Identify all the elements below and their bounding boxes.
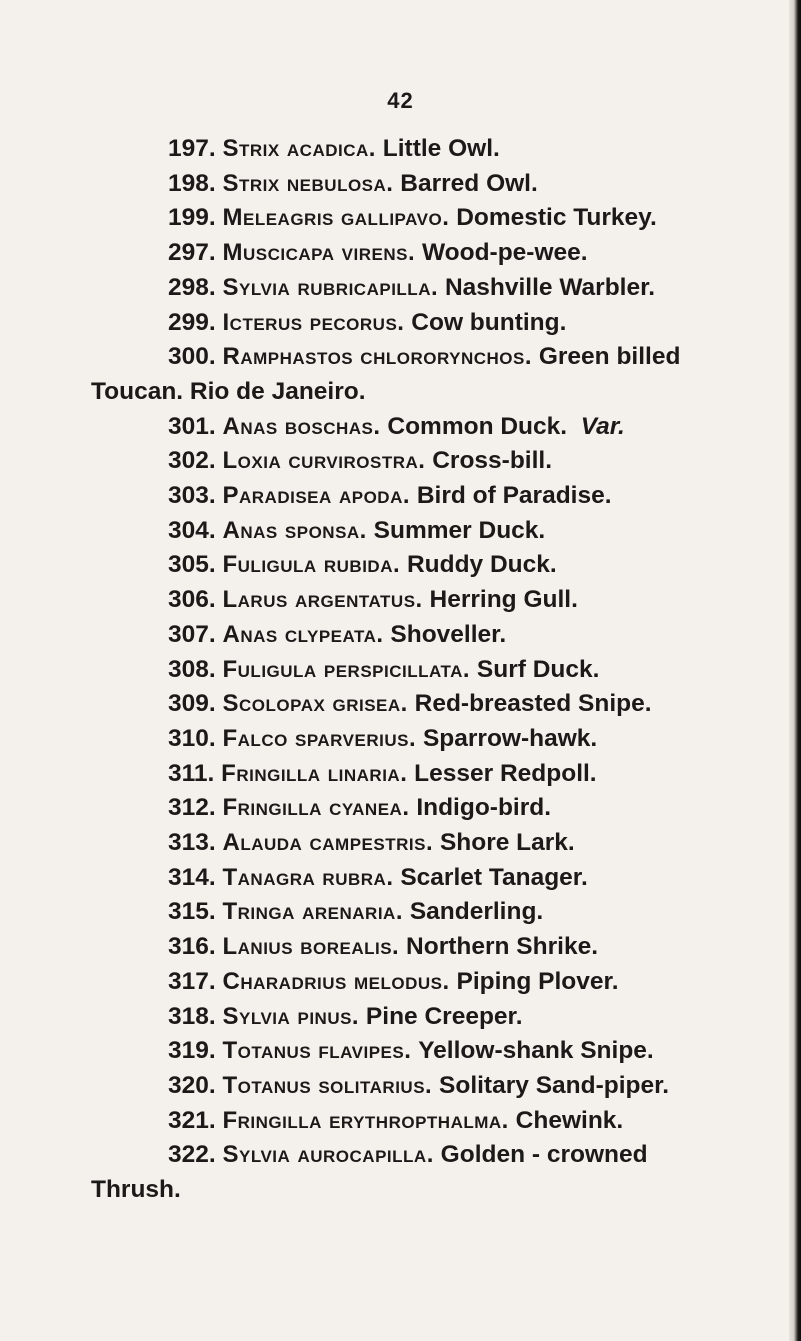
catalogue-entry — [168, 583, 753, 618]
catalogue-entry — [168, 757, 753, 792]
catalogue-entry — [168, 791, 753, 826]
entry-common-name: Shore Lark. — [439, 829, 575, 857]
entry-latin-name: Larus argentatus. — [222, 586, 423, 614]
entry-common-name: Common Duck. — [387, 412, 568, 440]
catalogue-entry — [168, 861, 753, 896]
catalogue-entries — [91, 132, 753, 1208]
catalogue-entry — [168, 306, 753, 341]
catalogue-entry — [168, 1069, 753, 1104]
entry-number: 308. — [168, 655, 216, 683]
entry-latin-name: Fringilla erythropthalma. — [222, 1106, 509, 1134]
entry-number: 309. — [168, 690, 216, 718]
entry-number: 198. — [168, 169, 216, 197]
catalogue-entry — [168, 132, 753, 167]
entry-number: 299. — [168, 308, 216, 336]
catalogue-entry — [168, 1104, 753, 1139]
entry-latin-name: Tanagra rubra. — [222, 863, 394, 891]
entry-number: 197. — [168, 135, 216, 162]
entry-common-name: Nashville Warbler. — [444, 273, 656, 301]
entry-common-name: Little Owl. — [382, 135, 500, 162]
catalogue-entry — [168, 479, 753, 514]
catalogue-entry — [168, 514, 753, 549]
page-edge-shadow — [789, 0, 801, 1341]
catalogue-entry — [168, 201, 753, 236]
entry-latin-name: Anas boschas. — [222, 412, 381, 440]
entry-continuation: Toucan. Rio de Janeiro. — [91, 377, 366, 405]
catalogue-entry — [91, 340, 753, 409]
entry-latin-name: Ramphastos chlororynchos. — [222, 343, 533, 371]
catalogue-entry — [168, 722, 753, 757]
page-number: 42 — [387, 88, 414, 113]
entry-latin-name: Loxia curvirostra. — [222, 447, 426, 475]
entry-latin-name: Totanus solitarius. — [222, 1071, 433, 1099]
entry-number: 297. — [168, 239, 216, 267]
catalogue-entry — [168, 687, 753, 722]
catalogue-entry — [168, 548, 753, 583]
entry-latin-name: Totanus flavipes. — [222, 1037, 412, 1065]
entry-common-name: Lesser Redpoll. — [414, 759, 597, 787]
entry-common-name: Surf Duck. — [476, 655, 600, 683]
entry-number: 319. — [168, 1037, 216, 1065]
entry-common-name: Green billed — [538, 343, 681, 371]
entry-common-name: Sanderling. — [409, 898, 544, 926]
entry-latin-name: Charadrius melodus. — [222, 967, 450, 995]
entry-common-name: Yellow-shank Snipe. — [418, 1037, 654, 1065]
entry-number: 314. — [168, 863, 216, 891]
entry-latin-name: Paradisea apoda. — [222, 482, 411, 510]
entry-common-name: Domestic Turkey. — [456, 204, 657, 232]
entry-common-name: Ruddy Duck. — [406, 551, 557, 579]
entry-common-name: Red-breasted Snipe. — [414, 690, 652, 718]
entry-number: 303. — [168, 482, 216, 510]
entry-number: 313. — [168, 829, 216, 857]
entry-number: 305. — [168, 551, 216, 579]
entry-common-name: Summer Duck. — [373, 516, 546, 544]
catalogue-entry — [168, 653, 753, 688]
entry-common-name: Golden - crowned — [440, 1141, 648, 1169]
catalogue-entry — [168, 1034, 753, 1069]
entry-common-name: Pine Creeper. — [365, 1002, 523, 1030]
entry-latin-name: Alauda campestris. — [222, 829, 434, 857]
entry-latin-name: Anas sponsa. — [222, 516, 367, 544]
entry-latin-name: Scolopax grisea. — [222, 690, 408, 718]
entry-number: 315. — [168, 898, 216, 926]
entry-latin-name: Strix acadica. — [222, 135, 376, 162]
catalogue-entry — [168, 236, 753, 271]
entry-number: 302. — [168, 447, 216, 475]
entry-latin-name: Anas clypeata. — [222, 620, 384, 648]
entry-common-name: Bird of Paradise. — [416, 482, 612, 510]
entry-latin-name: Fringilla linaria. — [221, 759, 408, 787]
entry-common-name: Herring Gull. — [429, 586, 578, 614]
entry-common-name: Cross-bill. — [432, 447, 553, 475]
entry-number: 199. — [168, 204, 216, 232]
entry-variety-note: Var. — [580, 412, 625, 440]
catalogue-entry — [168, 618, 753, 653]
entry-number: 318. — [168, 1002, 216, 1030]
catalogue-entry — [168, 895, 753, 930]
entry-latin-name: Fuligula perspicillata. — [222, 655, 471, 683]
entry-latin-name: Strix nebulosa. — [222, 169, 394, 197]
catalogue-entry — [168, 271, 753, 306]
entry-number: 316. — [168, 933, 216, 961]
entry-latin-name: Sylvia aurocapilla. — [222, 1141, 434, 1169]
entry-number: 321. — [168, 1106, 216, 1134]
entry-number: 312. — [168, 794, 216, 822]
catalogue-entry — [91, 1138, 753, 1207]
entry-continuation: Thrush. — [91, 1176, 181, 1204]
entry-number: 301. — [168, 412, 216, 440]
entry-latin-name: Sylvia rubricapilla. — [222, 273, 439, 301]
entry-number: 304. — [168, 516, 216, 544]
catalogue-entry — [168, 444, 753, 479]
entry-latin-name: Lanius borealis. — [222, 933, 400, 961]
catalogue-entry — [168, 1000, 753, 1035]
entry-latin-name: Icterus pecorus. — [222, 308, 405, 336]
entry-latin-name: Fuligula rubida. — [222, 551, 401, 579]
entry-latin-name: Meleagris gallipavo. — [222, 204, 450, 232]
entry-number: 317. — [168, 967, 216, 995]
entry-common-name: Shoveller. — [390, 620, 507, 648]
entry-latin-name: Fringilla cyanea. — [222, 794, 410, 822]
entry-number: 320. — [168, 1071, 216, 1099]
entry-number: 307. — [168, 620, 216, 648]
entry-common-name: Solitary Sand-piper. — [439, 1071, 670, 1099]
entry-number: 300. — [168, 343, 216, 371]
entry-latin-name: Tringa arenaria. — [222, 898, 403, 926]
entry-common-name: Chewink. — [515, 1106, 624, 1134]
entry-number: 298. — [168, 273, 216, 301]
catalogue-entry — [168, 410, 753, 445]
catalogue-entry — [168, 167, 753, 202]
entry-latin-name: Sylvia pinus. — [222, 1002, 360, 1030]
entry-common-name: Barred Owl. — [400, 169, 538, 197]
entry-common-name: Sparrow-hawk. — [422, 724, 598, 752]
entry-number: 311. — [168, 759, 215, 787]
entry-common-name: Northern Shrike. — [406, 933, 599, 961]
entry-common-name: Piping Plover. — [456, 967, 619, 995]
entry-number: 310. — [168, 724, 216, 752]
entry-common-name: Wood-pe-wee. — [421, 239, 588, 267]
entry-number: 322. — [168, 1141, 216, 1169]
entry-latin-name: Falco sparverius. — [222, 724, 417, 752]
entry-common-name: Indigo-bird. — [416, 794, 552, 822]
entry-number: 306. — [168, 586, 216, 614]
entry-common-name: Cow bunting. — [411, 308, 567, 336]
catalogue-entry — [168, 965, 753, 1000]
catalogue-entry — [168, 826, 753, 861]
entry-latin-name: Muscicapa virens. — [222, 239, 416, 267]
entry-common-name: Scarlet Tanager. — [400, 863, 588, 891]
catalogue-entry — [168, 930, 753, 965]
